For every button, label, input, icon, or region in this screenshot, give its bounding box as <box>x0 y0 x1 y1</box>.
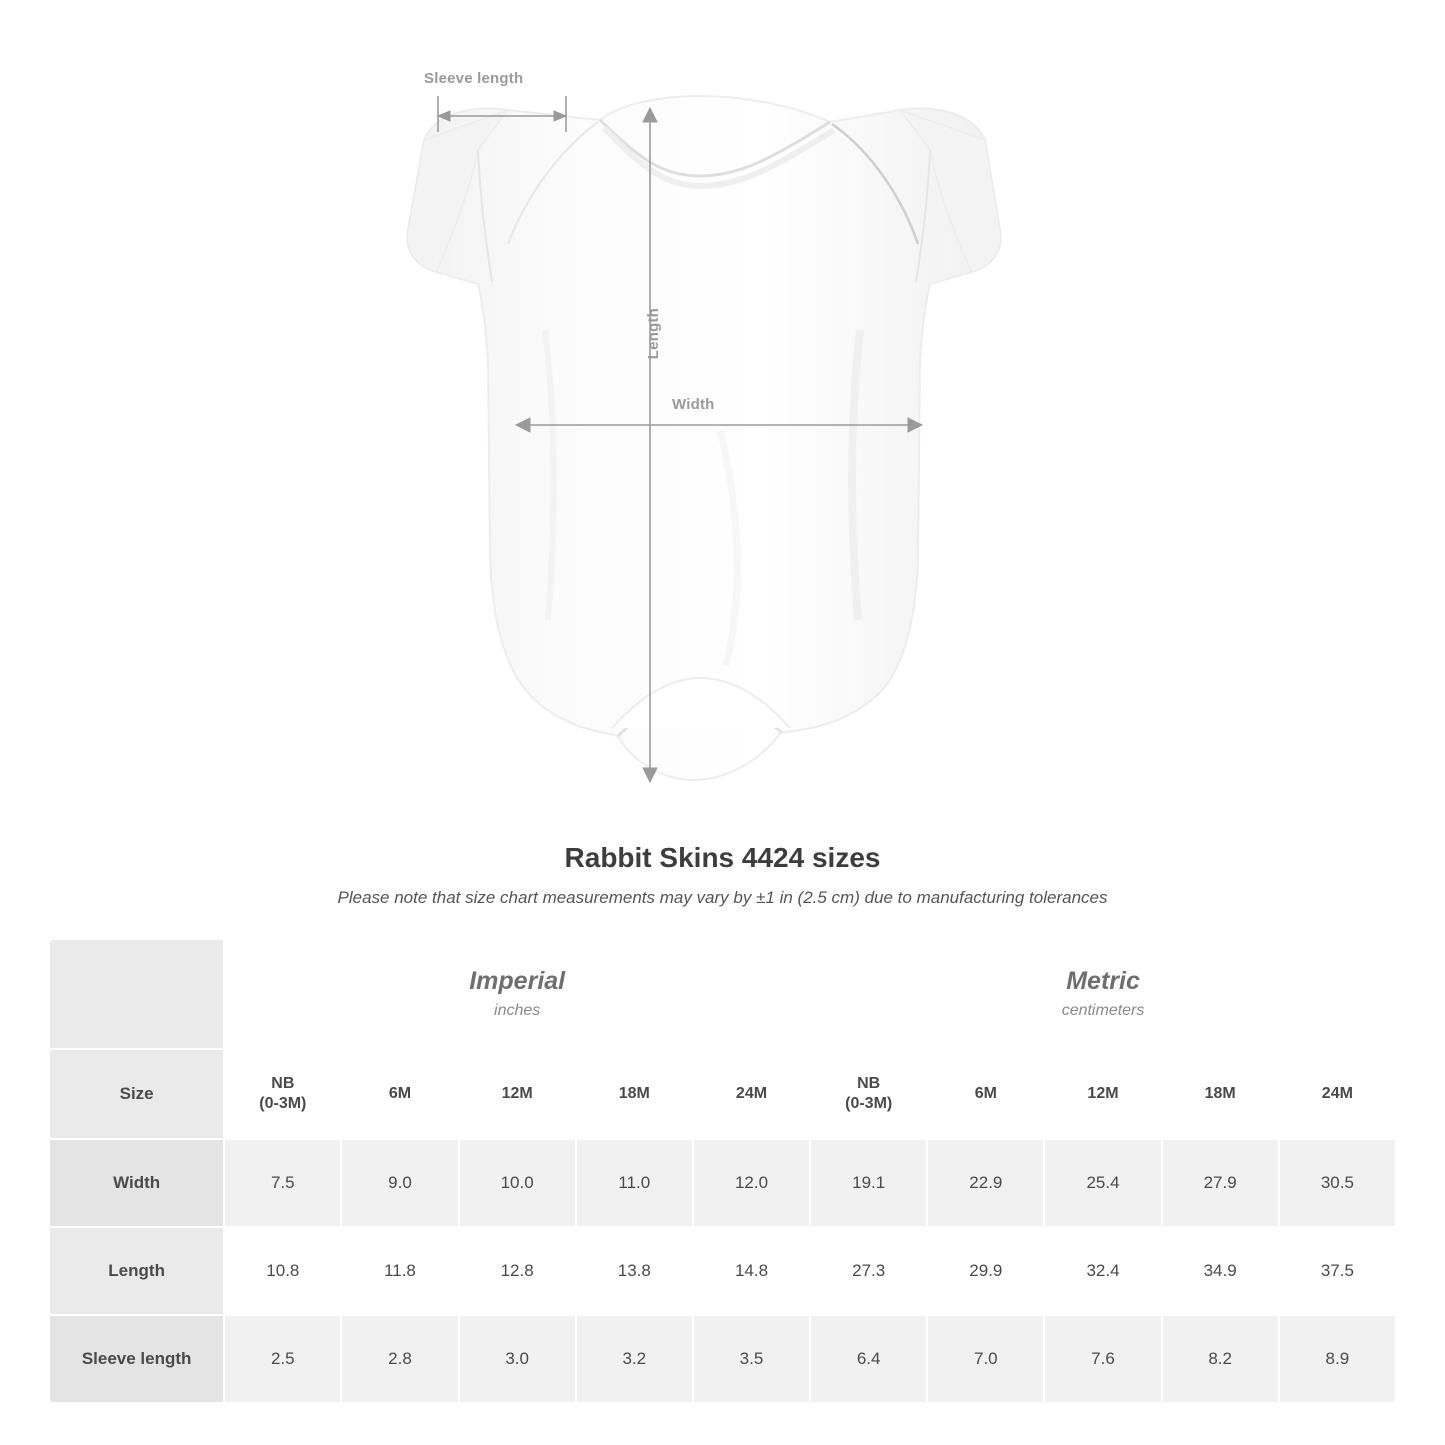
cell-length-0: 10.8 <box>224 1227 341 1315</box>
header-col-4-main: 24M <box>735 1085 768 1102</box>
cell-width-8: 27.9 <box>1162 1139 1279 1227</box>
cell-sleeve-1: 2.8 <box>341 1315 458 1403</box>
table-row <box>49 1139 1396 1227</box>
header-col-3 <box>576 1049 693 1139</box>
row-label-length: Length <box>49 1227 224 1315</box>
header-col-6 <box>927 1049 1044 1139</box>
cell-length-9: 37.5 <box>1279 1227 1396 1315</box>
cell-length-8: 34.9 <box>1162 1227 1279 1315</box>
cell-length-7: 32.4 <box>1044 1227 1161 1315</box>
header-col-3-main: 18M <box>618 1085 650 1102</box>
cell-width-6: 22.9 <box>927 1139 1044 1227</box>
cell-width-0: 7.5 <box>224 1139 341 1227</box>
cell-width-9: 30.5 <box>1279 1139 1396 1227</box>
unit-corner-cell <box>49 939 224 1049</box>
cell-sleeve-2: 3.0 <box>459 1315 576 1403</box>
header-col-5-sub: (0-3M) <box>845 1095 893 1112</box>
unit-metric-name: Metric <box>1066 967 1140 996</box>
cell-length-3: 13.8 <box>576 1227 693 1315</box>
header-col-5 <box>810 1049 927 1139</box>
table-row <box>49 1315 1396 1403</box>
header-col-1-main: 6M <box>388 1085 412 1102</box>
header-col-2 <box>459 1049 576 1139</box>
header-col-7-main: 12M <box>1087 1085 1119 1102</box>
header-col-0-sub: (0-3M) <box>259 1095 307 1112</box>
cell-sleeve-8: 8.2 <box>1162 1315 1279 1403</box>
header-col-7 <box>1044 1049 1161 1139</box>
cell-length-4: 14.8 <box>693 1227 810 1315</box>
header-col-4 <box>693 1049 810 1139</box>
size-chart-table-wrapper <box>48 938 1397 1404</box>
width-label: Width <box>672 396 715 413</box>
page-title: Rabbit Skins 4424 sizes <box>564 842 881 873</box>
cell-sleeve-9: 8.9 <box>1279 1315 1396 1403</box>
header-col-0-main: NB <box>271 1075 295 1092</box>
unit-metric-sub: centimeters <box>1061 1001 1145 1019</box>
cell-sleeve-6: 7.0 <box>927 1315 1044 1403</box>
cell-width-2: 10.0 <box>459 1139 576 1227</box>
length-label: Length <box>645 308 662 360</box>
header-col-5-main: NB <box>857 1075 881 1092</box>
cell-length-2: 12.8 <box>459 1227 576 1315</box>
table-row <box>49 1227 1396 1315</box>
cell-length-1: 11.8 <box>341 1227 458 1315</box>
sleeve-length-label: Sleeve length <box>424 70 524 87</box>
cell-length-6: 29.9 <box>927 1227 1044 1315</box>
cell-width-4: 12.0 <box>693 1139 810 1227</box>
tolerance-note: Please note that size chart measurements may vary by ±1 in (2.5 cm) due to manufacturing tolerances <box>337 888 1108 907</box>
header-col-9 <box>1279 1049 1396 1139</box>
cell-width-7: 25.4 <box>1044 1139 1161 1227</box>
cell-sleeve-5: 6.4 <box>810 1315 927 1403</box>
cell-sleeve-4: 3.5 <box>693 1315 810 1403</box>
header-col-2-main: 12M <box>501 1085 533 1102</box>
row-label-sleeve-length: Sleeve length <box>49 1315 224 1403</box>
header-col-0 <box>224 1049 341 1139</box>
unit-system-row <box>49 939 1396 1049</box>
header-col-6-main: 6M <box>974 1085 997 1102</box>
header-size: Size <box>49 1049 224 1139</box>
cell-width-1: 9.0 <box>341 1139 458 1227</box>
header-col-9-main: 24M <box>1321 1085 1353 1102</box>
cell-length-5: 27.3 <box>810 1227 927 1315</box>
cell-sleeve-7: 7.6 <box>1044 1315 1161 1403</box>
unit-imperial <box>224 939 810 1049</box>
column-header-row <box>49 1049 1396 1139</box>
header-col-1 <box>341 1049 458 1139</box>
unit-imperial-sub: inches <box>494 1001 541 1019</box>
size-chart-table <box>48 938 1397 1404</box>
cell-width-3: 11.0 <box>576 1139 693 1227</box>
title-block <box>0 842 1445 908</box>
unit-imperial-name: Imperial <box>469 967 566 996</box>
header-col-8 <box>1162 1049 1279 1139</box>
bodysuit-body <box>407 96 1001 780</box>
cell-sleeve-0: 2.5 <box>224 1315 341 1403</box>
row-label-width: Width <box>49 1139 224 1227</box>
cell-width-5: 19.1 <box>810 1139 927 1227</box>
header-col-8-main: 18M <box>1204 1085 1236 1102</box>
cell-sleeve-3: 3.2 <box>576 1315 693 1403</box>
unit-metric <box>810 939 1396 1049</box>
